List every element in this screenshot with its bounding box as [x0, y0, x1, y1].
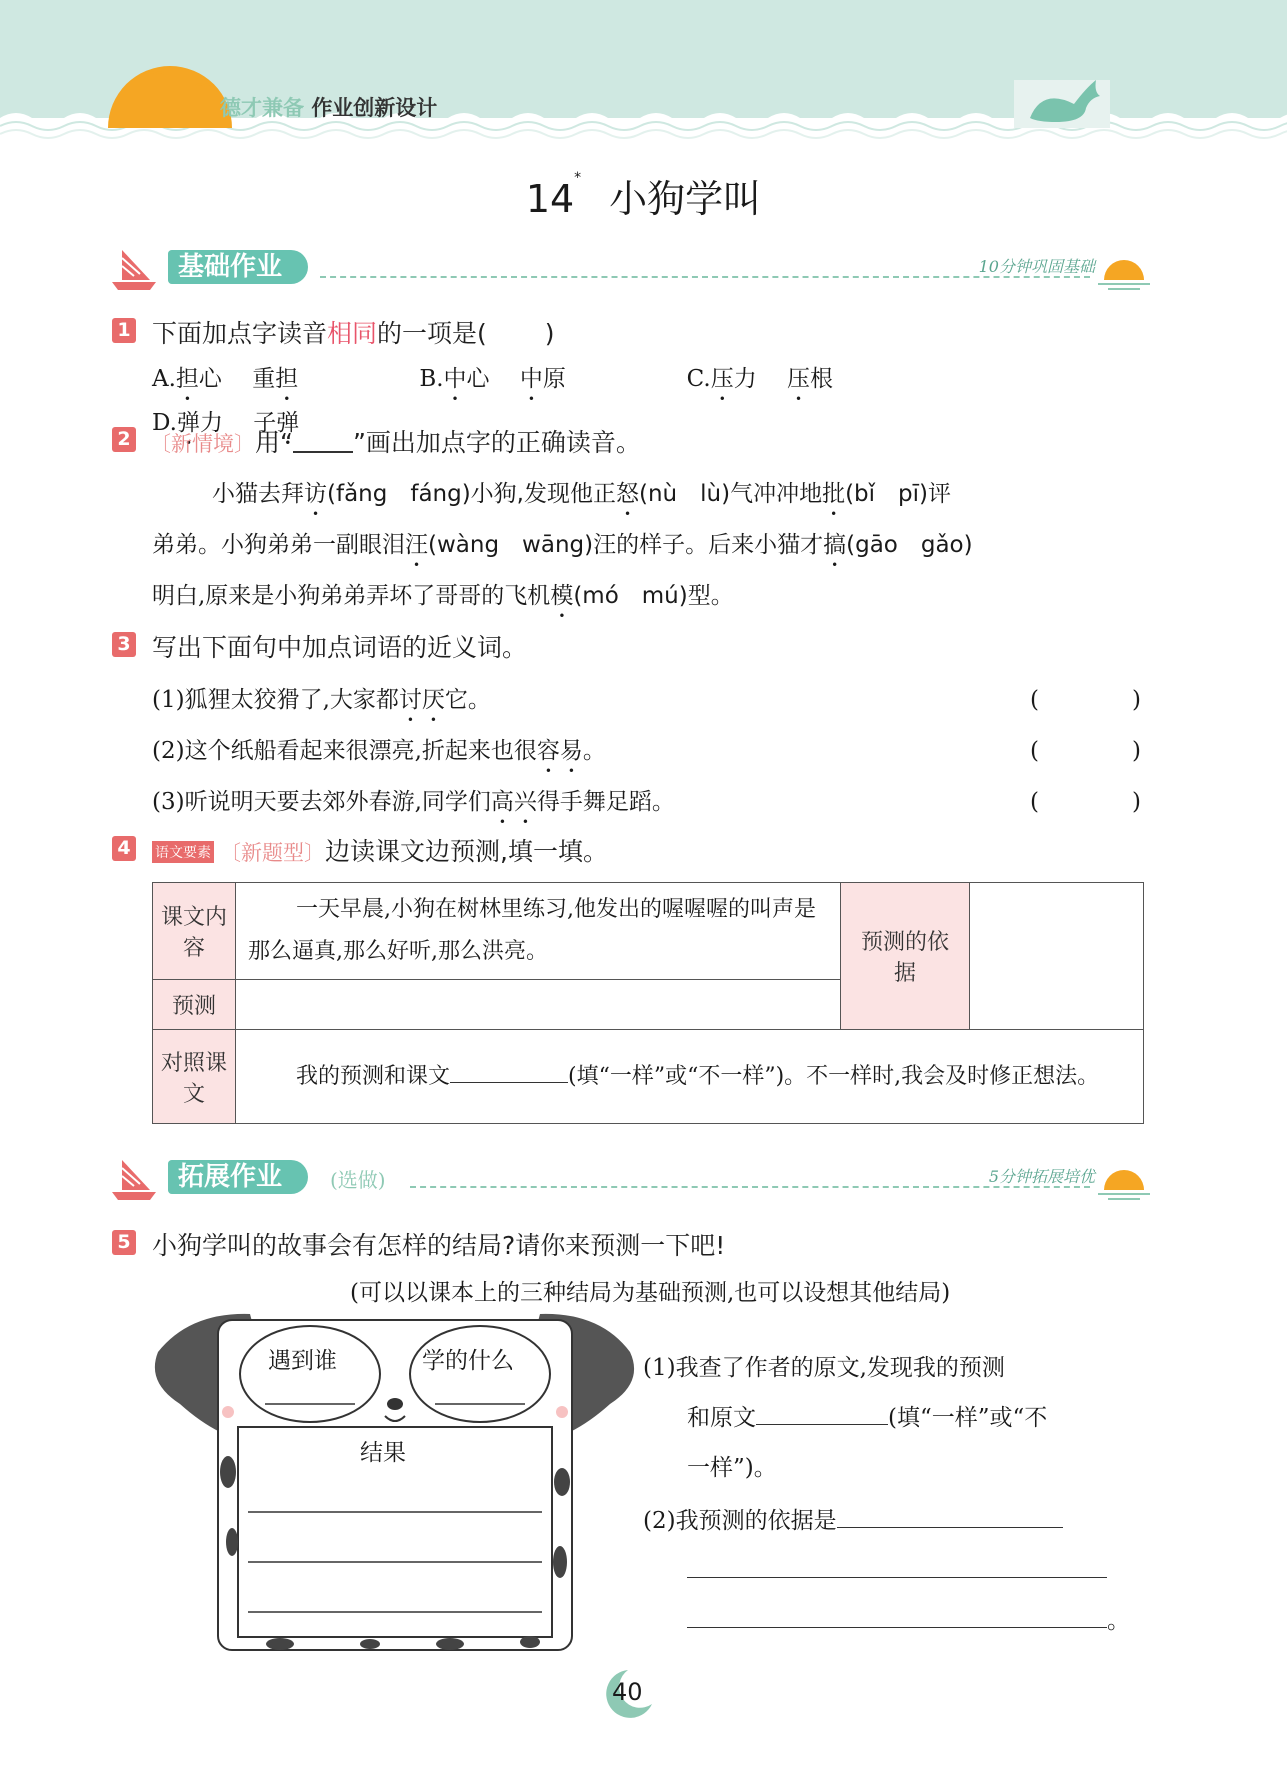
q2-p1-3: 怒 [616, 481, 639, 507]
q3-1-close: ) [1132, 687, 1141, 713]
q1-option-a[interactable] [152, 362, 412, 406]
q2-line-2 [152, 521, 1152, 572]
q1-red: 相同 [327, 319, 378, 348]
q5-s2-blank-1[interactable] [837, 1503, 1063, 1528]
lesson-mark: * [574, 170, 582, 186]
q1-b-w1b: 心 [466, 366, 490, 392]
q3-2-a: (2)这个纸船看起来很漂亮,折起来也很 [152, 738, 537, 764]
q3-2-open[interactable]: ( [1030, 738, 1039, 764]
q2-p1-0: 小猫去拜 [212, 481, 304, 507]
q3-3-open[interactable]: ( [1030, 789, 1039, 815]
q1-d-letter: D. [152, 410, 177, 436]
compare-b: (填“一样”或“不一样”)。不一样时,我会及时修正想法。 [568, 1063, 1100, 1089]
q3-item-1 [152, 676, 1152, 727]
q3-1-dot: 讨厌 [398, 687, 445, 713]
section-basic-label: 基础作业 [168, 250, 308, 284]
q2-p1-6[interactable]: (bǐ pī)评 [845, 481, 952, 507]
question-5-text: 小狗学叫的故事会有怎样的结局?请你来预测一下吧! [152, 1231, 726, 1260]
basis-answer-cell[interactable] [970, 883, 1144, 1030]
dog-left-ear-label: 遇到谁 [268, 1348, 337, 1374]
question-2-number: 2 [112, 427, 136, 452]
q3-3-close: ) [1132, 789, 1141, 815]
q5-s2-text: (2)我预测的依据是 [643, 1508, 837, 1534]
section-extension-label: 拓展作业 [168, 1160, 308, 1194]
question-3-items [152, 676, 1152, 829]
q2-line-3 [152, 572, 1152, 623]
q2-p2-4[interactable]: (gāo gǎo) [846, 532, 973, 558]
sailboat-icon [110, 1156, 160, 1202]
q1-a-dot1: 担 [175, 366, 199, 392]
brand-green: 德才兼备 [220, 96, 304, 120]
q1-c-letter: C. [686, 366, 711, 392]
q5-s2-blank-3[interactable] [687, 1603, 1107, 1628]
q1-a-letter: A. [152, 366, 176, 392]
q1-d-w1b: 力 [199, 410, 223, 436]
q3-2-dot: 容易 [536, 738, 583, 764]
compare-blank[interactable] [450, 1060, 568, 1083]
q5-s2-blank-2[interactable] [687, 1553, 1107, 1578]
question-1-number: 1 [112, 318, 136, 343]
q1-post: 的一项是( [377, 319, 487, 348]
q2-p2-2[interactable]: (wàng wāng)汪的样子。后来小猫才 [428, 532, 824, 558]
q3-2-close: ) [1132, 738, 1141, 764]
section-basic-hint: 10分钟巩固基础 [978, 257, 1095, 276]
question-4-number: 4 [112, 836, 136, 861]
brand-dark: 作业创新设计 [311, 96, 438, 120]
q1-a-w2a: 重 [252, 366, 276, 392]
sailboat-icon [110, 246, 160, 292]
q4-text: 边读课文边预测,填一填。 [325, 837, 608, 866]
row-content-text: 一天早晨,小狗在树林里练习,他发出的喔喔喔的叫声是那么逼真,那么好听,那么洪亮。 [236, 883, 841, 980]
q2-blank [293, 431, 353, 453]
q5-statement-2 [643, 1496, 1143, 1646]
q2-text-b: ”画出加点字的正确读音。 [352, 428, 641, 457]
q2-line-1 [152, 470, 1152, 521]
q1-a-w1b: 心 [198, 366, 222, 392]
q1-c-dot1: 压 [710, 366, 734, 392]
q5-statement-1 [643, 1343, 1143, 1493]
q2-p3-1: 模 [550, 583, 574, 609]
compare-a: 我的预测和课文 [296, 1063, 451, 1089]
q2-p1-5: 批 [822, 481, 846, 507]
basis-label: 预测的依据 [841, 883, 970, 1030]
question-4-text [152, 832, 608, 868]
q3-1-b: 它。 [444, 687, 491, 713]
q3-item-2 [152, 727, 1152, 778]
question-2-text [150, 423, 641, 459]
q4-tag: 〔新题型〕 [220, 841, 325, 865]
q1-d-dot1: 弹 [176, 410, 200, 436]
row-prediction-answer[interactable] [236, 980, 841, 1030]
q2-p2-1: 汪 [405, 532, 428, 558]
dog-right-ear-label: 学的什么 [422, 1348, 514, 1374]
q3-1-open[interactable]: ( [1030, 687, 1039, 713]
question-2-passage [152, 470, 1152, 623]
section-extension-hint: 5分钟拓展培优 [988, 1167, 1095, 1186]
question-1-text [152, 314, 555, 350]
q1-b-w2b: 原 [542, 366, 566, 392]
row-prediction-label: 预测 [153, 980, 236, 1030]
sunset-icon [1098, 1160, 1150, 1200]
q1-option-b[interactable] [419, 362, 679, 406]
result-answer-area[interactable] [248, 1480, 542, 1640]
lesson-title [0, 168, 1287, 223]
q1-c-dot2: 压 [787, 366, 811, 392]
row-compare-label: 对照课文 [153, 1030, 236, 1124]
section-extension-optional: (选做) [330, 1168, 386, 1192]
q5-s2-end: 。 [1107, 1608, 1130, 1634]
lesson-name: 小狗学叫 [609, 177, 762, 221]
q1-a-dot2: 担 [275, 366, 299, 392]
q1-b-letter: B. [419, 366, 444, 392]
question-3-number: 3 [112, 632, 136, 657]
page-number: 40 [612, 1678, 643, 1706]
q2-p3-2[interactable]: (mó mú)型。 [573, 583, 734, 609]
section-divider [320, 276, 1090, 278]
q1-pre: 下面加点字读音 [152, 319, 328, 348]
q1-close: ) [544, 319, 555, 348]
q3-3-dot: 高兴 [490, 789, 537, 815]
q2-p2-3: 搞 [823, 532, 847, 558]
q1-c-w1b: 力 [733, 366, 757, 392]
q1-b-dot1: 中 [443, 366, 467, 392]
dog-result-label: 结果 [360, 1440, 406, 1466]
q1-d-dot2: 弹 [276, 410, 300, 436]
question-5-number: 5 [112, 1230, 136, 1255]
q5-s1-c: (填“一样”或“不 [888, 1405, 1048, 1431]
q5-s1-a: (1)我查了作者的原文,发现我的预测 [643, 1355, 1005, 1381]
q2-text-a: 用“ [255, 428, 293, 457]
q1-option-c[interactable] [687, 362, 947, 406]
q5-s1-b: 和原文 [687, 1405, 756, 1431]
q3-3-a: (3)听说明天要去郊外春游,同学们 [152, 789, 491, 815]
row-content-label: 课文内容 [153, 883, 236, 980]
lesson-number: 14 [525, 177, 575, 221]
q3-1-a: (1)狐狸太狡猾了,大家都 [152, 687, 399, 713]
q3-3-b: 得手舞足蹈。 [536, 789, 675, 815]
sunset-icon [1098, 250, 1150, 290]
q1-d-w2a: 子 [253, 410, 277, 436]
prediction-table [152, 882, 1144, 1124]
page-header-banner [0, 0, 1287, 140]
question-5-subtext: (可以以课本上的三种结局为基础预测,也可以设想其他结局) [350, 1280, 951, 1306]
q2-p1-1: 访 [304, 481, 327, 507]
q4-badge: 语文要素 [152, 841, 214, 863]
q2-tag: 〔新情境〕 [150, 432, 255, 456]
q1-c-w2b: 根 [810, 366, 834, 392]
q3-2-b: 。 [582, 738, 606, 764]
row-compare-text [236, 1030, 1144, 1124]
q2-p1-2[interactable]: (fǎng fáng)小狗,发现他正 [327, 481, 616, 507]
section-basic-header [110, 246, 1150, 292]
q2-p3-0: 明白,原来是小狗弟弟弄坏了哥哥的飞机 [152, 583, 551, 609]
section-extension-header [110, 1156, 1150, 1202]
q2-p2-0: 弟弟。小狗弟弟一副眼泪 [152, 532, 405, 558]
q2-p1-4[interactable]: (nù lù)气冲冲地 [639, 481, 823, 507]
q1-b-dot2: 中 [519, 366, 543, 392]
q3-item-3 [152, 778, 1152, 829]
q5-s1-blank[interactable] [756, 1400, 888, 1425]
brand-text [220, 92, 437, 122]
q5-s1-d: 一样”)。 [687, 1455, 777, 1481]
question-3-text: 写出下面句中加点词语的近义词。 [152, 633, 528, 662]
